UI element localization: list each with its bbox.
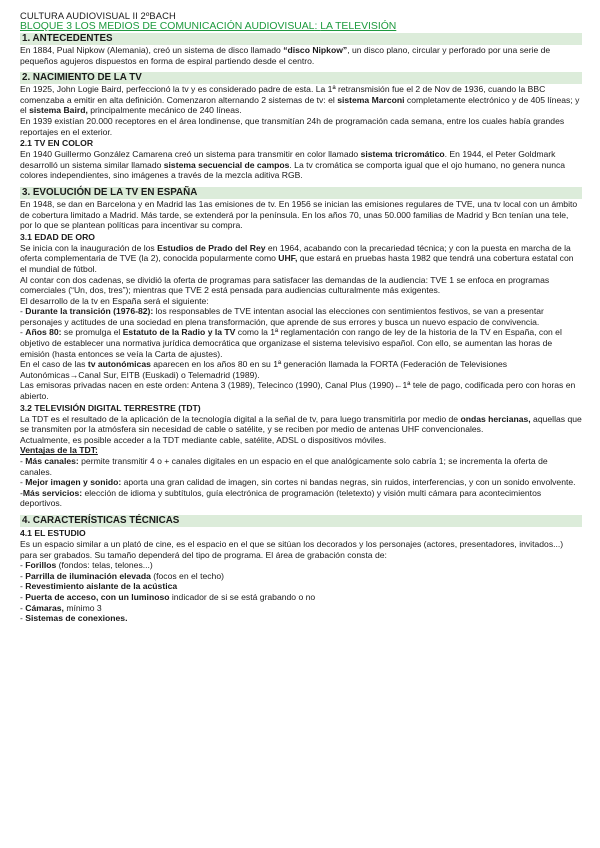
- bold-term: “disco Nipkow”: [283, 45, 348, 55]
- paragraph: [20, 45, 582, 66]
- list-item: [20, 581, 582, 592]
- bold-term: Ventajas de la TDT:: [20, 445, 98, 456]
- bullet-dash: -: [20, 581, 26, 592]
- bullet-dash: -: [20, 560, 26, 571]
- bullet-dash: -: [20, 591, 26, 602]
- text-run: principalmente mecánico de 240 líneas.: [87, 105, 242, 116]
- text-run: completamente electrónico y de 405 líneas; y el: [20, 94, 580, 116]
- text-run: mínimo 3: [63, 602, 102, 613]
- list-item: [20, 456, 582, 477]
- section-heading-evolucion: 3. EVOLUCIÓN DE LA TV EN ESPAÑA: [20, 187, 582, 199]
- text-run: elección de idioma y subtítulos, guía electrónica de programación (teletexto) y visión multi cámara para acontecimientos deportivos.: [20, 487, 542, 509]
- bold-term: Revestimiento aislante de la acústica: [25, 581, 178, 592]
- text-run: Se inicia con la inauguración de los: [20, 242, 158, 253]
- block-title: [20, 21, 582, 33]
- paragraph: Actualmente, es posible acceder a la TDT mediante cable, satélite, ADSL o dispositivos móviles.: [20, 434, 387, 445]
- text-run: . La tv cromática se comporta igual que el ojo humano, no genera nunca colores independientes, sino imágenes a través de la mezcla aditiva RGB.: [20, 159, 566, 181]
- bullet-dash: -: [20, 456, 26, 466]
- bold-term: sistema Marconi: [337, 94, 405, 105]
- list-item: [20, 306, 582, 327]
- paragraph: Las emisoras privadas nacen en este orden: Antena 3 (1989), Telecinco (1990), Canal Plus (1990)←1ª tele de pago, codificada pero con horas en abierto.: [20, 380, 576, 402]
- section-heading-antecedentes: 1. ANTECEDENTES: [20, 33, 582, 45]
- subsection-heading-estudio: 4.1 EL ESTUDIO: [20, 527, 86, 538]
- text-run: aparecen en los años 80 en su 1ª generación llamada la FORTA (Federación de Televisiones Autonómicas→Canal Sur, EITB (Euskadi) o Telemadrid (1989).: [20, 359, 508, 380]
- paragraph: Al contar con dos cadenas, se dividió la oferta de programas para satisfacer las demandas de la audiencia: TVE 1 se enfoca en programas comerciales (“Un, dos, tres”); mientras que TVE 2 está pensada para audiencias culturalmente más exigentes.: [20, 274, 550, 296]
- paragraph: [20, 359, 582, 380]
- subsection-heading-edad-de-oro: 3.1 EDAD DE ORO: [20, 231, 95, 242]
- bullet-dash: -: [20, 487, 23, 498]
- bullet-dash: -: [20, 477, 26, 488]
- paragraph: El desarrollo de la tv en España será el siguiente:: [20, 295, 209, 306]
- paragraph: Es un espacio similar a un plató de cine, es el espacio en el que se sitúan los decorados y los personajes (actores, presentadores, invitados...) para ser grabados. Su tamaño dependerá del tipo de programa. El área de grabación consta de:: [20, 538, 564, 560]
- bold-term: Parrilla de iluminación elevada: [25, 570, 151, 581]
- text-run: los responsables de TVE intentan asocial las elecciones con sentimientos festivos, se van a presentar personajes y actitudes de una sociedad en plena transformación, que aprende de sus errores y busca un nuevo espacio de convivencia.: [20, 306, 544, 327]
- section-heading-caracteristicas: 4. CARACTERÍSTICAS TÉCNICAS: [20, 515, 582, 527]
- bold-term: sistema tricromático: [360, 149, 445, 160]
- list-item: [20, 477, 582, 488]
- list-item: [20, 603, 582, 614]
- list-item: [20, 592, 582, 603]
- text-run: permite transmitir 4 o + canales digitales en un espacio en el que analógicamente solo cabría 1; se incrementa la oferta de canales.: [20, 456, 548, 477]
- list-item: [20, 327, 582, 359]
- bold-term: Más servicios:: [22, 487, 83, 498]
- text-run: se promulga el: [61, 327, 123, 338]
- bold-term: Más canales:: [25, 456, 79, 466]
- bold-term: tv autonómicas: [87, 359, 151, 370]
- list-item: [20, 560, 582, 571]
- subsection-heading-tdt: 3.2 TELEVISIÓN DIGITAL TERRESTRE (TDT): [20, 402, 201, 413]
- paragraph: [20, 84, 582, 116]
- text-run: En 1940 Guillermo González Camarena creó un sistema para transmitir en color llamado: [20, 149, 361, 160]
- bold-term: Estudios de Prado del Rey: [157, 242, 266, 253]
- bold-term: Forillos: [25, 560, 57, 571]
- text-run: . En 1944, el Peter Goldmark desarrolló un sistema similar llamado: [20, 149, 556, 170]
- bullet-dash: -: [20, 602, 26, 613]
- block-title-separator: :: [314, 21, 321, 32]
- paragraph: [20, 414, 582, 435]
- text-run: En el caso de las: [20, 359, 88, 370]
- list-item: [20, 488, 582, 509]
- section-heading-nacimiento: 2. NACIMIENTO DE LA TV: [20, 72, 582, 84]
- block-title-topic: LA TELEVISIÓN: [320, 21, 397, 32]
- bullet-dash: -: [20, 306, 26, 317]
- text-run: En 1884, Pual Nipkow (Alemania), creó un sistema de disco llamado: [20, 45, 284, 55]
- bold-term: Estatuto de la Radio y la TV: [122, 327, 236, 338]
- paragraph: En 1948, se dan en Barcelona y en Madrid las 1as emisiones de tv. En 1956 se inician las emisiones regulares de TVE, una tv local con un ámbito de cobertura limitado a Madrid. Más tarde, se extenderá por la península. En los años 70, unas 50.000 familias de Madrid y Bcn tenían una tele, por lo que se plantean políticas para incentivar su compra.: [20, 198, 578, 231]
- text-run: (fondos: telas, telones...): [56, 560, 153, 571]
- bold-term: Puerta de acceso, con un luminoso: [25, 591, 170, 602]
- text-run: (focos en el techo): [150, 570, 224, 581]
- text-run: en 1964, acabando con la precariedad técnica; y con la puesta en marcha de la oferta complementaria de TVE (la 2), conocida popularmente como: [20, 242, 571, 264]
- text-run: aporta una gran calidad de imagen, sin cortes ni bandas negras, sin ruidos, interferencias, y con un sonido envolvente.: [121, 477, 576, 488]
- block-title-main: BLOQUE 3 LOS MEDIOS DE COMUNICACIÓN AUDIOVISUAL: [20, 21, 315, 32]
- paragraph: En 1939 existían 20.000 receptores en el área londinense, que transmitían 24h de programación cada semana, entre los cuales había grandes reportajes en el exterior.: [20, 115, 565, 137]
- text-run: , un disco plano, circular y perforado por una serie de pequeños agujeros dispuestos en forma de espiral partiendo desde el centro.: [20, 45, 551, 66]
- text-run: La TDT es el resultado de la aplicación de la tecnología digital a la señal de tv, para luego transmitirla por medio de: [20, 413, 461, 424]
- subsection-heading-tv-color: 2.1 TV EN COLOR: [20, 138, 94, 149]
- bold-term: sistema Baird,: [29, 105, 88, 116]
- bold-term: Mejor imagen y sonido:: [25, 477, 122, 488]
- bold-term: ondas hercianas,: [460, 413, 531, 424]
- bold-term: sistema secuencial de campos: [163, 159, 290, 170]
- advantages-heading: [20, 445, 582, 456]
- bold-term: Años 80:: [25, 327, 62, 338]
- bold-term: Durante la transición (1976-82):: [25, 306, 154, 317]
- paragraph: [20, 243, 582, 275]
- bold-term: UHF,: [278, 253, 298, 264]
- bold-term: Sistemas de conexiones.: [25, 613, 128, 624]
- bullet-dash: -: [20, 613, 26, 624]
- text-run: En 1925, John Logie Baird, perfeccionó la tv y es considerado padre de esta. La 1ª retransmisión fue el 2 de Nov de 1936, cuando la BBC comenzaba a emitir en alta definición. Comenzaron alternando 2 sistemas de tv: el: [20, 84, 546, 105]
- bullet-dash: -: [20, 570, 26, 581]
- paragraph: [20, 149, 582, 181]
- text-run: como la 1ª reglamentación con rango de ley de la historia de la TV en España, con el objetivo de establecer una normativa jurídica democrática que organizase el sistema televisivo español. Con ello, se aumentan las horas de emisión (hasta entonces se veía la Carta de ajustes).: [20, 327, 562, 359]
- list-item: [20, 571, 582, 582]
- course-label: CULTURA AUDIOVISUAL II 2ºBACH: [20, 10, 176, 21]
- list-item: [20, 613, 582, 624]
- bold-term: Cámaras,: [25, 602, 64, 613]
- bullet-dash: -: [20, 327, 26, 338]
- text-run: aquellas que se transmiten por la atmósfera sin necesidad de cable o satélite, y se reciben por medio de antenas UHF convencionales.: [20, 413, 582, 435]
- text-run: que estará en pruebas hasta 1982 que tendrá una cobertura estatal con el mundial de fútbol.: [20, 253, 574, 274]
- text-run: indicador de si se está grabando o no: [169, 591, 316, 602]
